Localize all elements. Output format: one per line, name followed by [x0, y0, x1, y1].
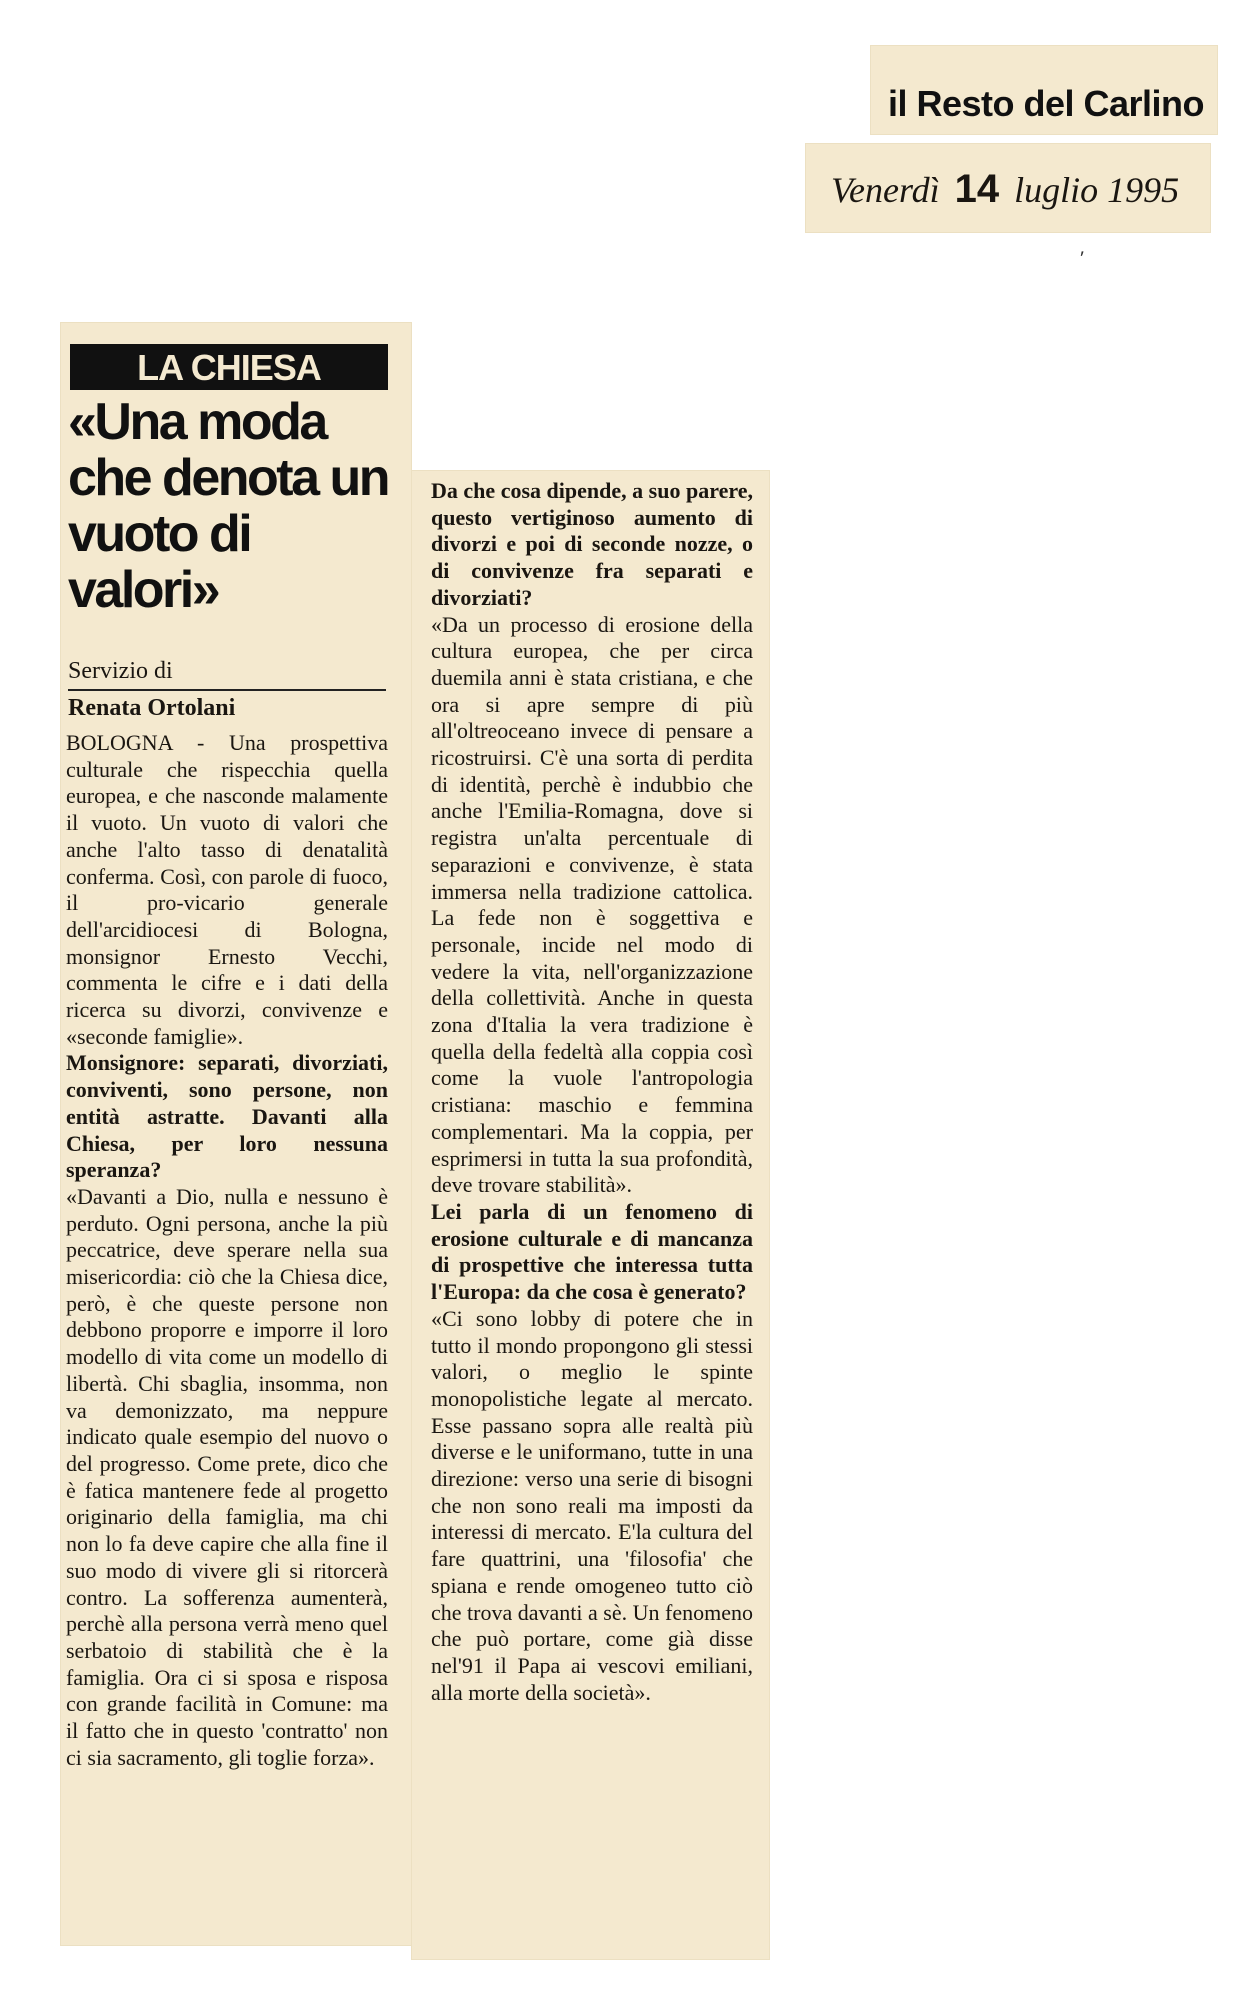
interview-question: Lei parla di un fenomeno di erosione culturale e di mancanza di prospettive che interessa tutta l'Europa: da che cosa è generato? — [431, 1198, 753, 1305]
date-month-year: luglio 1995 — [1014, 170, 1180, 210]
interview-answer: «Davanti a Dio, nulla e nessuno è perduto. Ogni persona, anche la più peccatrice, deve sperare nella sua misericordia: ciò che la Chiesa dice, però, è che queste persone non debbono proporre e imporre il loro modello di vita come un modello di libertà. Chi sbaglia, insomma, non va demonizzato, ma neppure indicato quale esempio del nuovo o del progresso. Come prete, dico che è fatica mantenere fede al progetto originario della famiglia, ma chi non lo fa deve capire che alla fine il suo modo di vivere gli si ritorcerà contro. La sofferenza aumenterà, perchè alla persona verrà meno quel serbatoio di stabilità che è la famiglia. Ora ci si sposa e risposa con grande facilità in Comune: ma il fatto che in questo 'contratto' non ci sia sacramento, gli toglie forza». — [66, 1183, 388, 1770]
dateline-clipping — [805, 143, 1211, 233]
masthead-clipping — [870, 45, 1218, 135]
interview-answer: «Da un processo di erosione della cultura europea, che per circa duemila anni è stata cristiana, e che ora si apre sempre di più all'oltreoceano invece di pensare a ricostruirsi. C'è una sorta di perdita di identità, perchè è indubbio che anche l'Emilia-Romagna, dove si registra un'alta percentuale di separazioni e convivenze, è stata immersa nella tradizione cattolica. La fede non è soggettiva e personale, incide nel modo di vedere la vita, nell'organizzazione della collettività. Anche in questa zona d'Italia la vera tradizione è quella della fedeltà alla coppia così come la vuole l'antropologia cristiana: maschio e femmina complementari. Ma la coppia, per esprimersi in tutta la sua profondità, deve trovare stabilità». — [431, 611, 753, 1198]
interview-answer: «Ci sono lobby di potere che in tutto il mondo propongono gli stessi valori, o meglio le spinte monopolistiche legate al mercato. Esse passano sopra alle realtà più diverse e le uniformano, tutte in una direzione: verso una serie di bisogni che non sono reali ma imposti da interessi di mercato. E'la cultura del fare quattrini, una 'filosofia' che spiana e rende omogeneo tutto ciò che trova davanti a sè. Un fenomeno che può portare, come già disse nel'91 il Papa ai vescovi emiliani, alla morte della società». — [431, 1305, 753, 1705]
newspaper-name: il Resto del Carlino — [887, 83, 1204, 124]
byline-rule — [68, 689, 386, 691]
section-rubric: LA CHIESA — [70, 344, 388, 390]
publication-date — [831, 167, 1179, 212]
interview-question: Da che cosa dipende, a suo parere, questo vertiginoso aumento di divorzi e poi di seconde nozze, o di convivenze fra separati e divorziati? — [431, 478, 753, 610]
byline-label: Servizio di — [68, 658, 173, 684]
scan-mark: ⸴ — [1080, 240, 1085, 260]
date-weekday: Venerdì — [831, 170, 940, 210]
article-body-column-2 — [431, 478, 753, 1706]
byline-author: Renata Ortolani — [68, 695, 236, 721]
article-body-column-1 — [66, 730, 388, 1771]
interview-question: Monsignore: separati, divorziati, conviventi, sono persone, non entità astratte. Davanti alla Chiesa, per loro nessuna speranza? — [66, 1050, 388, 1183]
date-day: 14 — [954, 167, 1000, 211]
article-column-1 — [60, 322, 412, 1946]
article-paragraph: BOLOGNA - Una prospettiva culturale che rispecchia quella europea, e che nasconde malamente il vuoto. Un vuoto di valori che anche l'alto tasso di denatalità conferma. Così, con parole di fuoco, il pro-vicario generale dell'arcidiocesi di Bologna, monsignor Ernesto Vecchi, commenta le cifre e i dati della ricerca su divorzi, convivenze e «seconde famiglie». — [66, 730, 388, 1049]
article-column-2 — [411, 470, 770, 1960]
article-headline: «Una moda che denota un vuoto di valori» — [68, 393, 388, 619]
